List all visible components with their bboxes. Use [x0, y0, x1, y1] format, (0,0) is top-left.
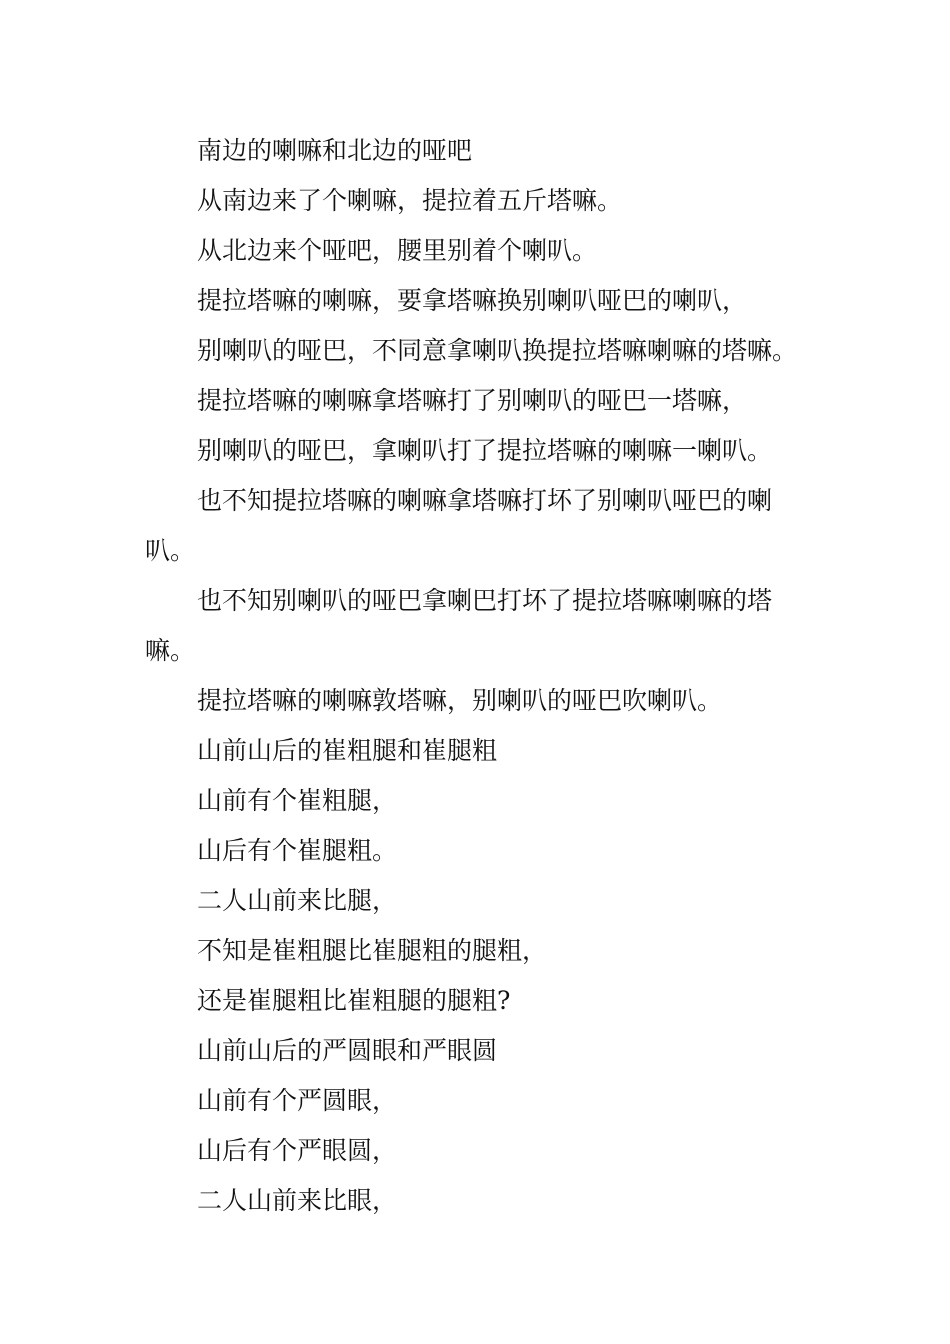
paragraph-title-lama-yaba: 南边的喇嘛和北边的哑吧: [197, 136, 473, 165]
paragraph: 提拉塔嘛的喇嘛，要拿塔嘛换别喇叭哑巴的喇叭，: [197, 286, 748, 315]
paragraph: 二人山前来比眼，: [197, 1186, 398, 1215]
paragraph-title-yan-yan: 山前山后的严圆眼和严眼圆: [197, 1036, 498, 1065]
paragraph: 别喇叭的哑巴，拿喇叭打了提拉塔嘛的喇嘛一喇叭。: [197, 436, 773, 465]
document-body: [145, 126, 815, 1226]
paragraph: 提拉塔嘛的喇嘛拿塔嘛打了别喇叭的哑巴一塔嘛，: [197, 386, 748, 415]
paragraph: 别喇叭的哑巴，不同意拿喇叭换提拉塔嘛喇嘛的塔嘛。: [197, 336, 798, 365]
paragraph: 山后有个严眼圆，: [197, 1136, 398, 1165]
paragraph: 也不知提拉塔嘛的喇嘛拿塔嘛打坏了别喇叭哑巴的喇叭。: [145, 486, 773, 565]
paragraph: 山后有个崔腿粗。: [197, 836, 398, 865]
paragraph: 从北边来个哑吧，腰里别着个喇叭。: [197, 236, 598, 265]
paragraph: 也不知别喇叭的哑巴拿喇巴打坏了提拉塔嘛喇嘛的塔嘛。: [145, 586, 773, 665]
paragraph: 山前有个严圆眼，: [197, 1086, 398, 1115]
paragraph: 提拉塔嘛的喇嘛敦塔嘛，别喇叭的哑巴吹喇叭。: [197, 686, 723, 715]
paragraph: 不知是崔粗腿比崔腿粗的腿粗，: [197, 936, 548, 965]
paragraph: 二人山前来比腿，: [197, 886, 398, 915]
paragraph: 山前有个崔粗腿，: [197, 786, 398, 815]
paragraph-title-cui-tui: 山前山后的崔粗腿和崔腿粗: [197, 736, 498, 765]
paragraph: 还是崔腿粗比崔粗腿的腿粗?: [197, 986, 511, 1015]
paragraph: 从南边来了个喇嘛，提拉着五斤塔嘛。: [197, 186, 623, 215]
